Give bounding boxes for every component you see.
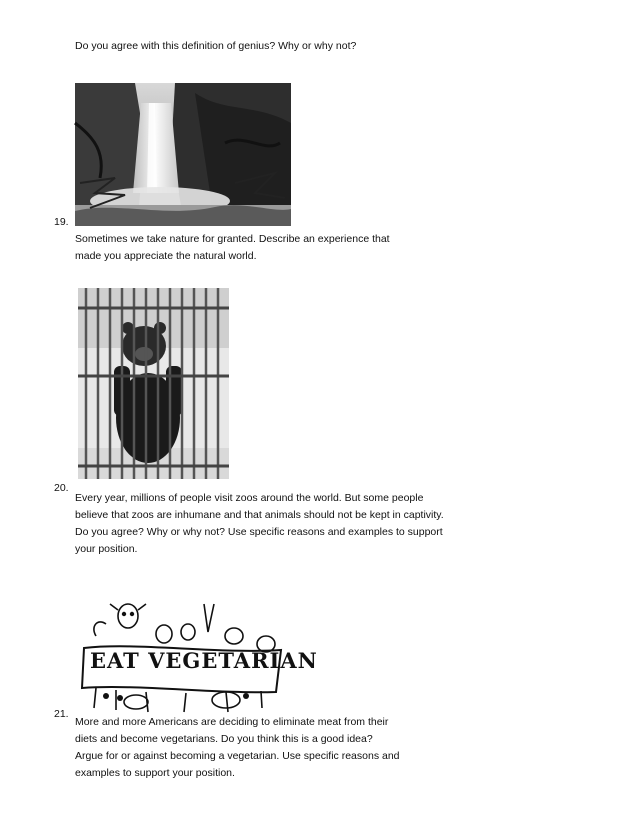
text-line: examples to support your position. [75, 767, 235, 779]
text-line: Do you agree? Why or why not? Use specific reasons and examples to support [75, 526, 443, 538]
item-21-text [75, 714, 545, 782]
item-20-number: 20. [54, 482, 69, 494]
text-line: Every year, millions of people visit zoos around the world. But some people [75, 492, 424, 504]
item-20-text [75, 490, 545, 558]
waterfall-photo [75, 83, 291, 226]
text-line: Sometimes we take nature for granted. Describe an experience that [75, 233, 390, 245]
item-19-text [75, 231, 545, 265]
text-line: diets and become vegetarians. Do you think this is a good idea? [75, 733, 373, 745]
caged-bear-photo [78, 288, 229, 479]
item-21-number: 21. [54, 708, 69, 720]
item-19-number: 19. [54, 216, 69, 228]
text-line: Argue for or against becoming a vegetarian. Use specific reasons and [75, 750, 400, 762]
text-line: believe that zoos are inhumane and that animals should not be kept in captivity. [75, 509, 444, 521]
text-line: More and more Americans are deciding to eliminate meat from their [75, 716, 389, 728]
text-line: your position. [75, 543, 138, 555]
eat-vegetarian-drawing [76, 596, 318, 714]
intro-question: Do you agree with this definition of genius? Why or why not? [75, 40, 357, 52]
sign-lettering: EAT VEGETARIAN [90, 648, 318, 673]
text-line: made you appreciate the natural world. [75, 250, 257, 262]
